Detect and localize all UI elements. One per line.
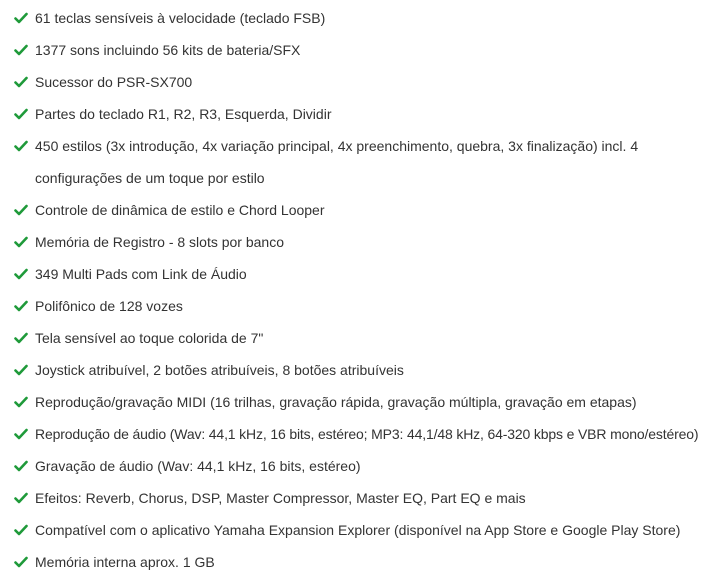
feature-text: Controle de dinâmica de estilo e Chord Looper: [35, 202, 325, 218]
check-icon: [14, 44, 28, 56]
check-icon: [14, 300, 28, 312]
feature-text: 61 teclas sensíveis à velocidade (teclado FSB): [35, 10, 326, 26]
list-item: [0, 130, 713, 162]
feature-text: Gravação de áudio (Wav: 44,1 kHz, 16 bits, estéreo): [35, 458, 361, 474]
feature-text: 1377 sons incluindo 56 kits de bateria/SFX: [35, 42, 301, 58]
feature-text: Polifônico de 128 vozes: [35, 298, 183, 314]
feature-text: Reprodução de áudio (Wav: 44,1 kHz, 16 bits, estéreo; MP3: 44,1/48 kHz, 64-320 kbps e VBR mono/estéreo): [35, 426, 699, 442]
list-item: [0, 290, 713, 322]
feature-text: Tela sensível ao toque colorida de 7": [35, 330, 264, 346]
list-item-continuation: [0, 162, 713, 194]
feature-text: Reprodução/gravação MIDI (16 trilhas, gravação rápida, gravação múltipla, gravação em etapas): [35, 394, 637, 410]
feature-text: Sucessor do PSR-SX700: [35, 74, 193, 90]
check-icon: [14, 12, 28, 24]
list-item: [0, 450, 713, 482]
list-item: [0, 354, 713, 386]
list-item: [0, 2, 713, 34]
check-icon: [14, 204, 28, 216]
check-icon: [14, 268, 28, 280]
check-icon: [14, 556, 28, 568]
list-item: [0, 546, 713, 578]
feature-text: Partes do teclado R1, R2, R3, Esquerda, Dividir: [35, 106, 332, 122]
feature-list: [0, 2, 713, 578]
check-icon: [14, 492, 28, 504]
list-item: [0, 482, 713, 514]
list-item: [0, 322, 713, 354]
check-icon: [14, 396, 28, 408]
check-icon: [14, 108, 28, 120]
list-item: [0, 258, 713, 290]
check-icon: [14, 524, 28, 536]
feature-text: 450 estilos (3x introdução, 4x variação principal, 4x preenchimento, quebra, 3x finalização) incl. 4: [35, 138, 639, 154]
feature-text: configurações de um toque por estilo: [35, 170, 265, 186]
feature-text: Memória interna aprox. 1 GB: [35, 554, 215, 570]
feature-text: 349 Multi Pads com Link de Áudio: [35, 266, 247, 282]
list-item: [0, 66, 713, 98]
check-icon: [14, 428, 28, 440]
list-item: [0, 34, 713, 66]
check-icon: [14, 364, 28, 376]
check-icon: [14, 76, 28, 88]
list-item: [0, 386, 713, 418]
list-item: [0, 226, 713, 258]
check-icon: [14, 332, 28, 344]
list-item: [0, 98, 713, 130]
feature-text: Efeitos: Reverb, Chorus, DSP, Master Compressor, Master EQ, Part EQ e mais: [35, 490, 526, 506]
feature-text: Memória de Registro - 8 slots por banco: [35, 234, 284, 250]
list-item: [0, 194, 713, 226]
check-icon: [14, 140, 28, 152]
feature-text: Joystick atribuível, 2 botões atribuíveis, 8 botões atribuíveis: [35, 362, 404, 378]
check-icon: [14, 236, 28, 248]
feature-text: Compatível com o aplicativo Yamaha Expansion Explorer (disponível na App Store e Google Play Store): [35, 522, 681, 538]
list-item: [0, 514, 713, 546]
list-item: [0, 418, 713, 450]
check-icon: [14, 460, 28, 472]
